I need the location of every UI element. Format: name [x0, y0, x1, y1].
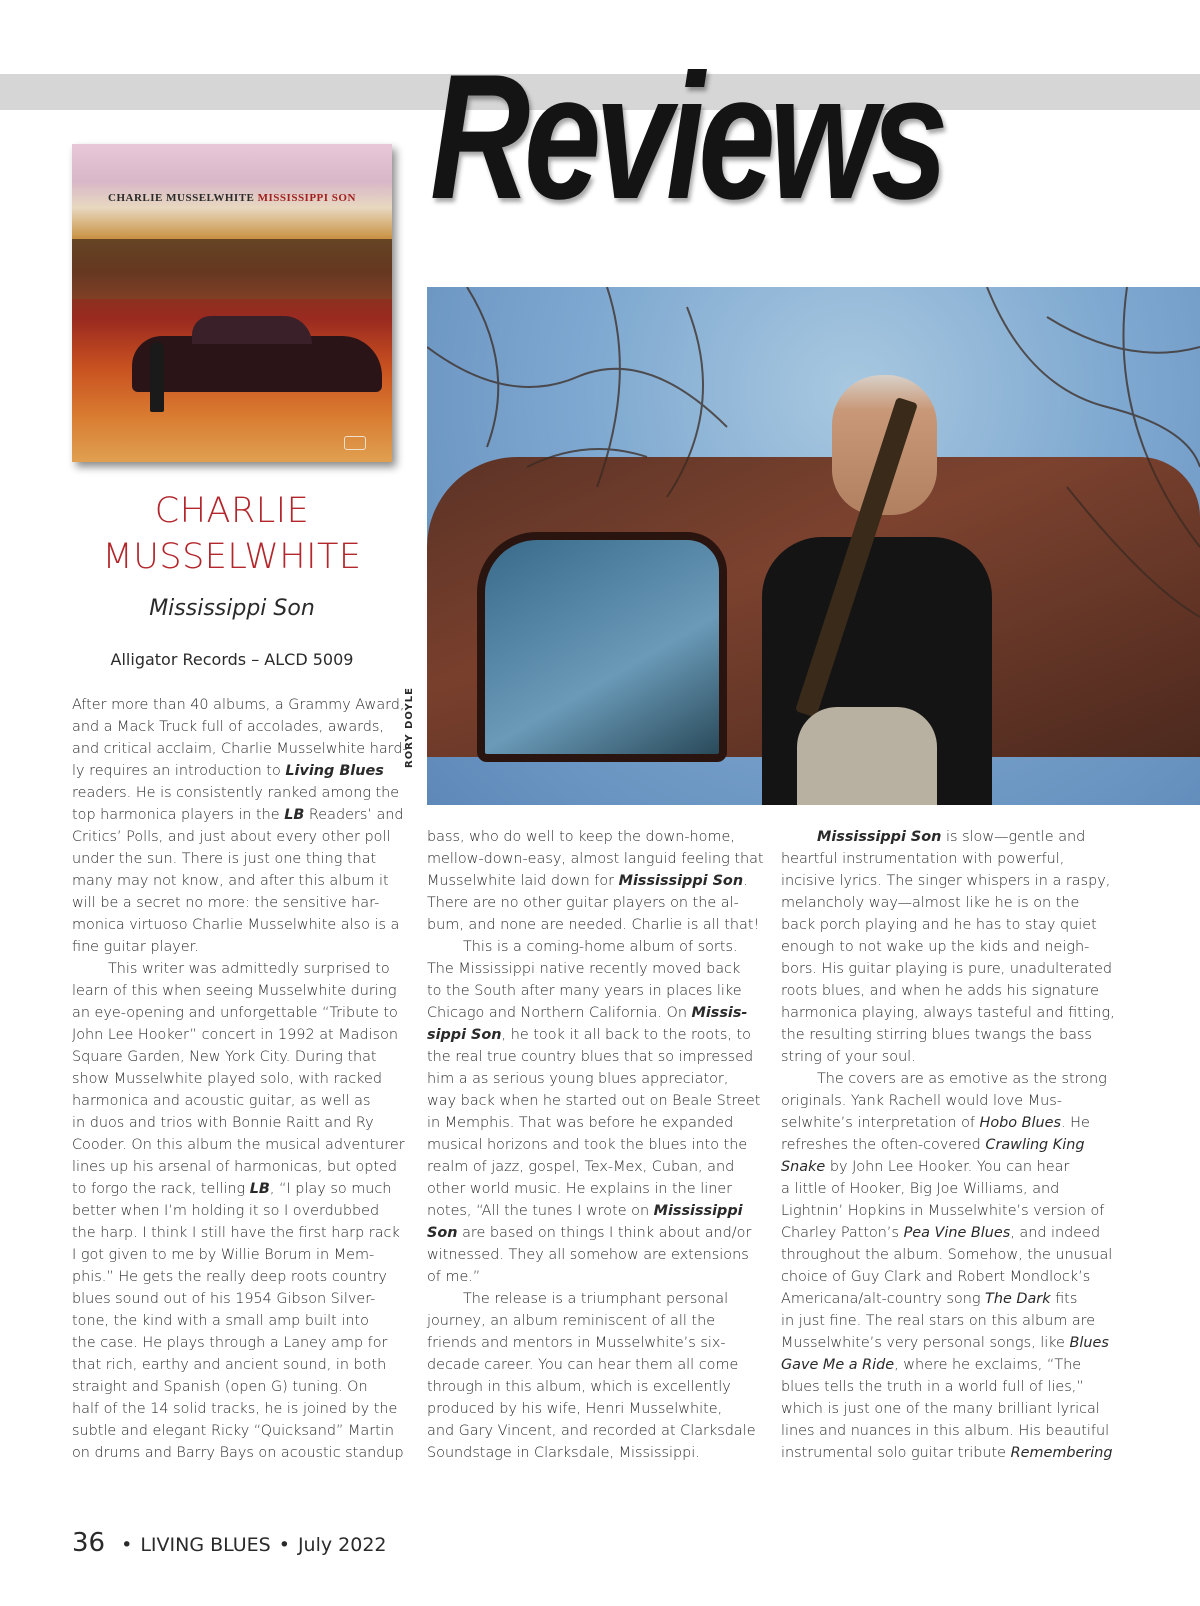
publication-name: LIVING BLUES [140, 1534, 271, 1556]
song-title-reference: Remembering [1010, 1445, 1113, 1461]
body-text-line: tone, the kind with a small amp built into [72, 1313, 369, 1329]
song-title-reference: Pea Vine Blues [903, 1225, 1011, 1241]
body-text-line: After more than 40 albums, a Grammy Award, [72, 697, 405, 713]
body-text-line: Square Garden, New York City. During that [72, 1049, 377, 1065]
title-reference: Missis- [691, 1005, 748, 1021]
body-column-2 [427, 826, 764, 1464]
body-text-line: a little of Hooker, Big Joe Williams, and [781, 1181, 1060, 1197]
body-text-line: musical horizons and took the blues into the [427, 1137, 748, 1153]
body-text-line: monica virtuoso Charlie Musselwhite also is a [72, 917, 400, 933]
body-text-line: Chicago and Northern California. On Missis- [427, 1005, 748, 1021]
body-text-line: The covers are as emotive as the strong [817, 1071, 1107, 1087]
body-text-line: Lightnin’ Hopkins in Musselwhite’s version of [781, 1203, 1105, 1219]
body-text-line: other world music. He explains in the liner [427, 1181, 733, 1197]
body-text-line: straight and Spanish (open G) tuning. On [72, 1379, 368, 1395]
body-text-line: The Mississippi native recently moved back [427, 961, 741, 977]
body-text-line: incisive lyrics. The singer whispers in a raspy, [781, 873, 1111, 889]
body-text-line: Mississippi Son is slow—gentle and [817, 829, 1086, 845]
body-text-line: originals. Yank Rachell would love Mus- [781, 1093, 1062, 1109]
body-text-line: that rich, earthy and ancient sound, in both [72, 1357, 387, 1373]
body-text-line: enough to not wake up the kids and neigh- [781, 939, 1090, 955]
cover-car-graphic [132, 336, 382, 392]
body-text-line: throughout the album. Somehow, the unusual [781, 1247, 1113, 1263]
body-text-line: friends and mentors in Musselwhite’s six- [427, 1335, 726, 1351]
body-text-line: will be a secret no more: the sensitive har- [72, 895, 380, 911]
body-text-line: readers. He is consistently ranked among the [72, 785, 400, 801]
body-text-line: back porch playing and he has to stay quiet [781, 917, 1097, 933]
body-text-line: to forgo the rack, telling LB, “I play so much [72, 1181, 392, 1197]
body-text-line: choice of Guy Clark and Robert Mondlock’s [781, 1269, 1091, 1285]
title-reference: Living Blues [285, 763, 384, 779]
body-text-line: through in this album, which is excellently [427, 1379, 731, 1395]
body-text-line: learn of this when seeing Musselwhite during [72, 983, 397, 999]
body-text-line: selwhite’s interpretation of Hobo Blues. He [781, 1115, 1090, 1131]
body-text-line: mellow-down-easy, almost languid feeling that [427, 851, 764, 867]
song-title-reference: Gave Me a Ride [781, 1357, 895, 1373]
body-text-line: blues tells the truth in a world full of lies,” [781, 1379, 1084, 1395]
body-text-line: lines up his arsenal of harmonicas, but opted [72, 1159, 398, 1175]
body-text-line: The release is a triumphant personal [463, 1291, 729, 1307]
body-text-line: instrumental solo guitar tribute Remembering [781, 1445, 1113, 1461]
title-reference: Son [427, 1225, 458, 1241]
body-text-line: him a as serious young blues appreciator, [427, 1071, 729, 1087]
body-text-line: the harp. I think I still have the first harp rack [72, 1225, 400, 1241]
body-text-line: the case. He plays through a Laney amp for [72, 1335, 388, 1351]
body-text-line: and Gary Vincent, and recorded at Clarksdale [427, 1423, 756, 1439]
review-album-title: Mississippi Son [149, 596, 315, 621]
body-column-3 [781, 826, 1115, 1464]
photo-guitar-body-graphic [797, 707, 937, 805]
body-text-line: fine guitar player. [72, 939, 199, 955]
cover-title [72, 192, 392, 204]
body-text-line: bum, and none are needed. Charlie is all that! [427, 917, 760, 933]
body-text-line: John Lee Hooker” concert in 1992 at Madison [72, 1027, 399, 1043]
body-text-line: melancholy way—almost like he is on the [781, 895, 1080, 911]
record-label-logo [344, 436, 366, 450]
body-text-line: Musselwhite laid down for Mississippi Son. [427, 873, 748, 889]
title-reference: LB [284, 807, 305, 823]
body-text-line: in just fine. The real stars on this album are [781, 1313, 1096, 1329]
body-text-line: I got given to me by Willie Borum in Mem- [72, 1247, 375, 1263]
body-text-line: and a Mack Truck full of accolades, awards, [72, 719, 385, 735]
body-text-line: witnessed. They all somehow are extensions [427, 1247, 749, 1263]
artist-name-line-1: CHARLIE [154, 491, 310, 531]
cover-person-graphic [150, 342, 164, 412]
body-text-line: phis.” He gets the really deep roots country [72, 1269, 387, 1285]
body-text-line: lines and nuances in this album. His beautiful [781, 1423, 1110, 1439]
cover-album-text: MISSISSIPPI SON [257, 192, 356, 204]
footer-separator-1: • [121, 1534, 133, 1556]
body-text-line: bors. His guitar playing is pure, unadulterated [781, 961, 1112, 977]
body-text-line: notes, “All the tunes I wrote on Mississippi [427, 1203, 743, 1219]
body-text-line: harmonica playing, always tasteful and fitting, [781, 1005, 1115, 1021]
body-text-line: Musselwhite’s very personal songs, like Blues [781, 1335, 1109, 1351]
body-text-line: blues sound out of his 1954 Gibson Silver- [72, 1291, 376, 1307]
body-text-line: This is a coming-home album of sorts. [463, 939, 738, 955]
body-text-line: heartful instrumentation with powerful, [781, 851, 1065, 867]
body-text-line: subtle and elegant Ricky “Quicksand” Martin [72, 1423, 394, 1439]
album-cover-image [72, 144, 392, 462]
body-text-line: half of the 14 solid tracks, he is joined by the [72, 1401, 398, 1417]
artist-name-line-2: MUSSELWHITE [102, 537, 362, 577]
body-text-line: in Memphis. That was before he expanded [427, 1115, 734, 1131]
body-text-line: Cooder. On this album the musical adventurer [72, 1137, 405, 1153]
body-text-line: on drums and Barry Bays on acoustic standup [72, 1445, 404, 1461]
page-footer [72, 1528, 387, 1558]
cover-artist-text: CHARLIE MUSSELWHITE [108, 192, 255, 204]
title-reference: sippi Son [427, 1027, 502, 1043]
body-text-line: of me.” [427, 1269, 481, 1285]
body-text-line: This writer was admittedly surprised to [108, 961, 390, 977]
title-reference: Mississippi [653, 1203, 743, 1219]
title-reference: Mississippi Son [618, 873, 744, 889]
photo-credit: RORY DOYLE [404, 687, 415, 768]
body-text-line: journey, an album reminiscent of all the [427, 1313, 716, 1329]
body-text-line: Snake by John Lee Hooker. You can hear [781, 1159, 1070, 1175]
body-text-line: There are no other guitar players on the al- [427, 895, 739, 911]
body-text-line: many may not know, and after this album it [72, 873, 389, 889]
song-title-reference: Crawling King [985, 1137, 1085, 1153]
body-text-line: Soundstage in Clarksdale, Mississippi. [427, 1445, 700, 1461]
body-column-1 [72, 694, 408, 1464]
title-reference: Mississippi Son [817, 829, 942, 845]
body-text-line: which is just one of the many brilliant lyrical [781, 1401, 1100, 1417]
feature-photo [427, 287, 1200, 805]
song-title-reference: Blues [1069, 1335, 1109, 1351]
page-number: 36 [72, 1528, 106, 1558]
body-text-line: sippi Son, he took it all back to the roots, to [427, 1027, 751, 1043]
body-text-line: top harmonica players in the LB Readers’ and [72, 807, 404, 823]
record-label-line: Alligator Records – ALCD 5009 [110, 650, 354, 669]
body-text-line: bass, who do well to keep the down-home, [427, 829, 735, 845]
body-text-line: and critical acclaim, Charlie Musselwhite hard- [72, 741, 408, 757]
body-text-line: the resulting stirring blues twangs the bass [781, 1027, 1092, 1043]
review-artist-name [72, 488, 392, 580]
body-text-line: realm of jazz, gospel, Tex-Mex, Cuban, and [427, 1159, 735, 1175]
body-text-line: an eye-opening and unforgettable “Tribute to [72, 1005, 398, 1021]
body-text-line: Critics’ Polls, and just about every other poll [72, 829, 391, 845]
cover-fields-graphic [72, 239, 392, 299]
body-text-line: Gave Me a Ride, where he exclaims, “The [781, 1357, 1082, 1373]
body-text-line: produced by his wife, Henri Musselwhite, [427, 1401, 723, 1417]
title-reference: LB [249, 1181, 270, 1197]
song-title-reference: Hobo Blues [979, 1115, 1062, 1131]
body-text-line: Son are based on things I think about and/or [427, 1225, 752, 1241]
body-text-line: refreshes the often-covered Crawling King [781, 1137, 1085, 1153]
body-text-line: Charley Patton’s Pea Vine Blues, and indeed [781, 1225, 1101, 1241]
song-title-reference: Snake [781, 1159, 826, 1175]
issue-date: July 2022 [297, 1534, 387, 1556]
body-text-line: the real true country blues that so impressed [427, 1049, 754, 1065]
body-text-line: string of your soul. [781, 1049, 916, 1065]
body-text-line: ly requires an introduction to Living Blues [72, 763, 384, 779]
body-text-line: in duos and trios with Bonnie Raitt and Ry [72, 1115, 374, 1131]
body-text-line: Americana/alt-country song The Dark fits [781, 1291, 1078, 1307]
body-text-line: show Musselwhite played solo, with racked [72, 1071, 382, 1087]
body-text-line: harmonica and acoustic guitar, as well as [72, 1093, 371, 1109]
body-text-line: to the South after many years in places like [427, 983, 742, 999]
section-title: Reviews [430, 37, 943, 236]
body-text-line: better when I’m holding it so I overdubbed [72, 1203, 380, 1219]
body-text-line: decade career. You can hear them all come [427, 1357, 739, 1373]
footer-separator-2: • [278, 1534, 290, 1556]
body-text-line: roots blues, and when he adds his signature [781, 983, 1099, 999]
song-title-reference: The Dark [985, 1291, 1051, 1307]
body-text-line: way back when he started out on Beale Street [427, 1093, 761, 1109]
body-text-line: under the sun. There is just one thing that [72, 851, 377, 867]
